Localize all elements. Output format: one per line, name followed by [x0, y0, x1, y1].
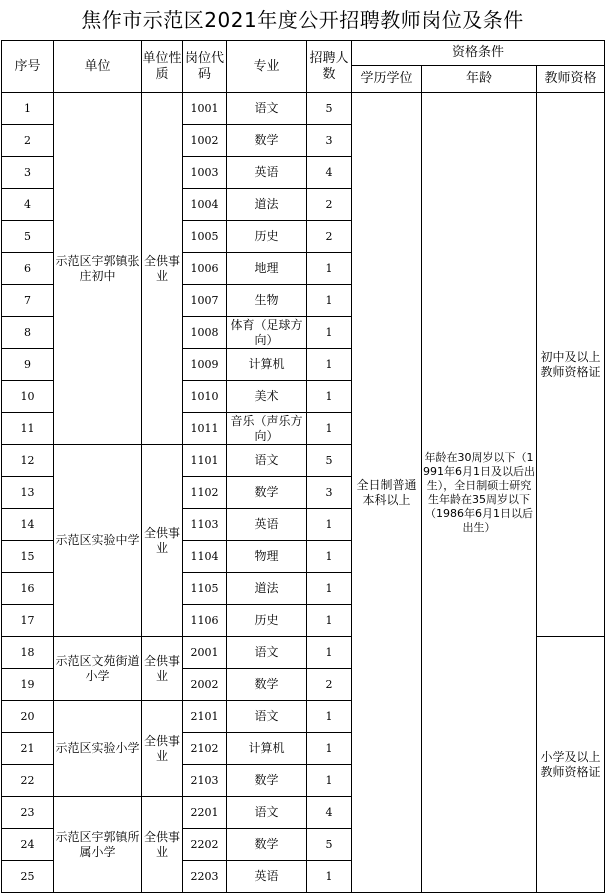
cell-seq: 15	[2, 541, 54, 573]
cell-major: 数学	[227, 829, 307, 861]
cell-post-code: 2203	[183, 861, 227, 893]
cell-seq: 20	[2, 701, 54, 733]
cell-post-code: 2103	[183, 765, 227, 797]
cell-count: 5	[307, 445, 352, 477]
cell-major: 语文	[227, 797, 307, 829]
cell-count: 1	[307, 701, 352, 733]
cell-seq: 10	[2, 381, 54, 413]
cell-major: 数学	[227, 669, 307, 701]
cell-seq: 25	[2, 861, 54, 893]
cell-post-code: 1005	[183, 221, 227, 253]
cell-major: 物理	[227, 541, 307, 573]
cell-seq: 7	[2, 285, 54, 317]
page-title: 焦作市示范区2021年度公开招聘教师岗位及条件	[81, 8, 524, 32]
cell-post-code: 1002	[183, 125, 227, 157]
header-major: 专业	[227, 41, 307, 93]
cell-age: 年龄在30周岁以下（1991年6月1日及以后出生），全日制硕士研究生年龄在35周岁以下（1986年6月1日以后出生）	[422, 93, 537, 893]
cell-count: 3	[307, 125, 352, 157]
header-post-code: 岗位代码	[183, 41, 227, 93]
cell-unit: 示范区宇郭镇张庄初中	[54, 93, 142, 445]
cell-post-code: 1105	[183, 573, 227, 605]
cell-seq: 9	[2, 349, 54, 381]
cell-post-code: 2002	[183, 669, 227, 701]
cell-seq: 2	[2, 125, 54, 157]
cell-post-code: 1102	[183, 477, 227, 509]
cell-major: 地理	[227, 253, 307, 285]
cell-seq: 22	[2, 765, 54, 797]
cell-seq: 24	[2, 829, 54, 861]
cell-count: 2	[307, 189, 352, 221]
header-seq: 序号	[2, 41, 54, 93]
cell-major: 英语	[227, 861, 307, 893]
cell-seq: 23	[2, 797, 54, 829]
cell-post-code: 1004	[183, 189, 227, 221]
cell-seq: 11	[2, 413, 54, 445]
cell-count: 1	[307, 317, 352, 349]
cell-seq: 1	[2, 93, 54, 125]
header-count: 招聘人数	[307, 41, 352, 93]
cell-major: 语文	[227, 445, 307, 477]
header-teacher-cert: 教师资格	[537, 66, 605, 93]
cell-unit-nature: 全供事业	[142, 445, 183, 637]
cell-post-code: 1003	[183, 157, 227, 189]
header-unit-nature: 单位性质	[142, 41, 183, 93]
recruitment-table	[1, 40, 605, 893]
cell-post-code: 1006	[183, 253, 227, 285]
cell-post-code: 1106	[183, 605, 227, 637]
cell-seq: 16	[2, 573, 54, 605]
cell-count: 2	[307, 221, 352, 253]
cell-seq: 17	[2, 605, 54, 637]
cell-post-code: 1007	[183, 285, 227, 317]
cell-major: 语文	[227, 637, 307, 669]
cell-count: 4	[307, 157, 352, 189]
cell-post-code: 1104	[183, 541, 227, 573]
cell-post-code: 2201	[183, 797, 227, 829]
cell-major: 数学	[227, 765, 307, 797]
cell-unit-nature: 全供事业	[142, 701, 183, 797]
header-education: 学历学位	[352, 66, 422, 93]
cell-unit-nature: 全供事业	[142, 93, 183, 445]
cell-unit-nature: 全供事业	[142, 797, 183, 893]
cell-count: 1	[307, 541, 352, 573]
cell-education: 全日制普通本科以上	[352, 93, 422, 893]
cell-count: 1	[307, 381, 352, 413]
cell-seq: 21	[2, 733, 54, 765]
cell-post-code: 1008	[183, 317, 227, 349]
cell-cert-middle: 初中及以上教师资格证	[537, 93, 605, 637]
cell-count: 1	[307, 861, 352, 893]
cell-unit-nature: 全供事业	[142, 637, 183, 701]
cell-post-code: 2102	[183, 733, 227, 765]
cell-post-code: 1001	[183, 93, 227, 125]
cell-unit: 示范区实验小学	[54, 701, 142, 797]
cell-seq: 19	[2, 669, 54, 701]
cell-post-code: 1011	[183, 413, 227, 445]
header-unit: 单位	[54, 41, 142, 93]
cell-seq: 5	[2, 221, 54, 253]
cell-count: 1	[307, 733, 352, 765]
cell-cert-primary: 小学及以上教师资格证	[537, 637, 605, 893]
cell-seq: 13	[2, 477, 54, 509]
cell-seq: 18	[2, 637, 54, 669]
cell-count: 5	[307, 93, 352, 125]
cell-post-code: 2001	[183, 637, 227, 669]
cell-unit: 示范区实验中学	[54, 445, 142, 637]
cell-post-code: 1009	[183, 349, 227, 381]
cell-major: 计算机	[227, 349, 307, 381]
cell-major: 数学	[227, 125, 307, 157]
cell-count: 2	[307, 669, 352, 701]
cell-major: 生物	[227, 285, 307, 317]
cell-count: 1	[307, 509, 352, 541]
cell-major: 道法	[227, 573, 307, 605]
cell-post-code: 1101	[183, 445, 227, 477]
cell-post-code: 1103	[183, 509, 227, 541]
cell-major: 数学	[227, 477, 307, 509]
cell-major: 历史	[227, 221, 307, 253]
cell-major: 历史	[227, 605, 307, 637]
cell-post-code: 1010	[183, 381, 227, 413]
cell-major: 道法	[227, 189, 307, 221]
cell-major: 英语	[227, 509, 307, 541]
cell-count: 1	[307, 349, 352, 381]
cell-count: 1	[307, 253, 352, 285]
cell-major: 体育（足球方向）	[227, 317, 307, 349]
cell-count: 1	[307, 573, 352, 605]
cell-post-code: 2101	[183, 701, 227, 733]
cell-count: 3	[307, 477, 352, 509]
cell-count: 1	[307, 637, 352, 669]
cell-post-code: 2202	[183, 829, 227, 861]
cell-count: 1	[307, 605, 352, 637]
cell-unit: 示范区文苑街道小学	[54, 637, 142, 701]
cell-major: 语文	[227, 701, 307, 733]
cell-seq: 12	[2, 445, 54, 477]
cell-major: 语文	[227, 93, 307, 125]
cell-seq: 4	[2, 189, 54, 221]
cell-major: 计算机	[227, 733, 307, 765]
header-qualification: 资格条件	[352, 41, 605, 66]
cell-count: 4	[307, 797, 352, 829]
cell-major: 音乐（声乐方向）	[227, 413, 307, 445]
cell-count: 1	[307, 285, 352, 317]
cell-unit: 示范区宇郭镇所属小学	[54, 797, 142, 893]
cell-major: 美术	[227, 381, 307, 413]
cell-seq: 14	[2, 509, 54, 541]
cell-count: 1	[307, 413, 352, 445]
cell-seq: 6	[2, 253, 54, 285]
cell-seq: 3	[2, 157, 54, 189]
cell-major: 英语	[227, 157, 307, 189]
cell-count: 5	[307, 829, 352, 861]
header-age: 年龄	[422, 66, 537, 93]
cell-count: 1	[307, 765, 352, 797]
cell-seq: 8	[2, 317, 54, 349]
